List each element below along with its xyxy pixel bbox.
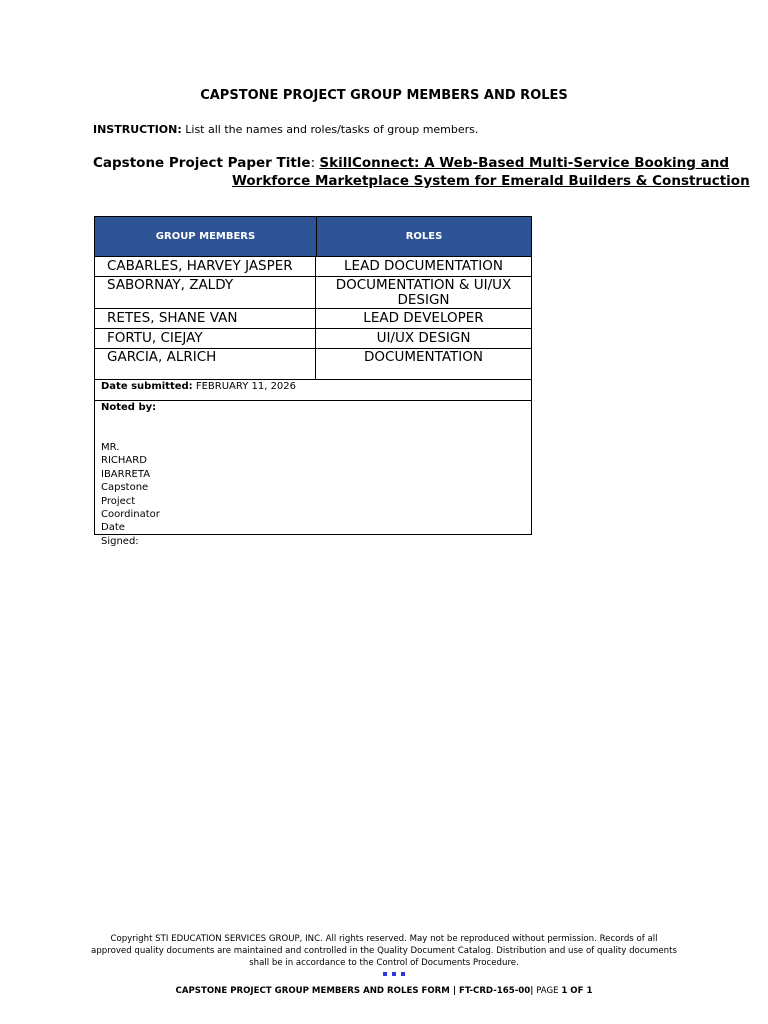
signatory-line: Coordinator	[101, 509, 160, 521]
footer-copyright: Copyright STI EDUCATION SERVICES GROUP, INC. All rights reserved. May not be reproduced without permission. Records of all approved quality documents are maintained and controlled in the Quality Document Catalog. Distribution and use of quality documents shall be in accordance to the Control of Documents Procedure.	[91, 934, 677, 968]
members-column	[95, 257, 316, 379]
document-title: CAPSTONE PROJECT GROUP MEMBERS AND ROLES	[200, 88, 568, 103]
footer-dot	[392, 972, 396, 976]
paper-title-text-1: SkillConnect: A Web-Based Multi-Service Booking and	[319, 155, 730, 171]
member-name: GARCIA, ALRICH	[107, 349, 217, 365]
paper-title-line-1	[93, 155, 729, 171]
signatory-line: Project	[101, 495, 136, 507]
member-role: LEAD DOCUMENTATION	[316, 257, 531, 277]
member-name: SABORNAY, ZALDY	[95, 277, 315, 309]
paper-title-label: Capstone Project Paper Title	[93, 155, 311, 171]
member-role: LEAD DEVELOPER	[316, 309, 531, 329]
footer-page-prefix: PAGE	[533, 986, 562, 996]
footer-form-name: CAPSTONE PROJECT GROUP MEMBERS AND ROLES FORM | FT-CRD-165-00|	[175, 986, 534, 996]
member-name: FORTU, CIEJAY	[95, 329, 315, 349]
footer-dots	[383, 972, 405, 976]
signatory-line: Date Signed:	[101, 522, 139, 547]
instruction	[93, 123, 478, 136]
paper-title-line-2: Workforce Marketplace System for Emerald Builders & Construction	[232, 173, 750, 189]
header-roles: ROLES	[405, 231, 443, 242]
date-submitted-label: Date submitted:	[101, 381, 193, 392]
member-name: CABARLES, HARVEY JASPER	[95, 257, 315, 277]
footer-page-of: OF	[567, 986, 587, 996]
signatory-line: RICHARD	[101, 455, 147, 467]
header-group-members: GROUP MEMBERS	[95, 217, 317, 256]
noted-by-label: Noted by:	[101, 402, 157, 413]
paper-title-colon: :	[310, 155, 320, 171]
footer-dot	[401, 972, 405, 976]
member-role: UI/UX DESIGN	[316, 329, 531, 349]
noted-by-box	[95, 401, 531, 547]
signatory-line: IBARRETA	[101, 468, 151, 480]
footer-dot	[383, 972, 387, 976]
instruction-label: INSTRUCTION:	[93, 123, 182, 136]
member-role: DOCUMENTATION & UI/UX DESIGN	[316, 277, 531, 309]
footer-page-current: 1	[561, 986, 568, 996]
member-role: DOCUMENTATION	[364, 349, 483, 365]
roles-column	[316, 257, 531, 379]
member-name: RETES, SHANE VAN	[95, 309, 315, 329]
members-body	[95, 257, 531, 380]
footer-page-total: 1	[586, 986, 593, 996]
signatory-block	[101, 441, 161, 548]
table-header	[95, 217, 531, 257]
members-table	[94, 216, 532, 547]
footer-form-line	[0, 986, 768, 996]
signatory-line: Capstone	[101, 482, 149, 494]
instruction-text: List all the names and roles/tasks of group members.	[181, 123, 479, 136]
date-submitted-row	[95, 380, 531, 401]
date-submitted-value: FEBRUARY 11, 2026	[192, 381, 297, 392]
signatory-line: MR.	[101, 442, 120, 453]
